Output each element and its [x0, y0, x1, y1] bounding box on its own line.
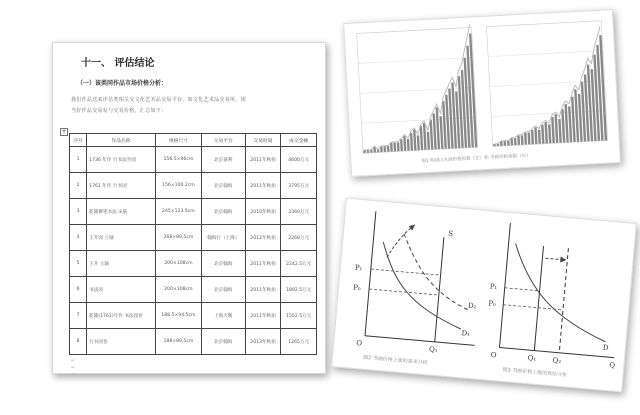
- table-cell: 3795万元: [281, 173, 317, 199]
- table-cell: 7: [70, 303, 87, 329]
- chart-gridline: [488, 51, 603, 57]
- paragraph-marks: ↵ ↵ ↵: [71, 358, 76, 378]
- chart-bar: [413, 130, 416, 151]
- label-q1: Q₁: [428, 345, 438, 355]
- chart-bar: [504, 141, 507, 146]
- chart-bar: [561, 109, 565, 143]
- chart-bar: [363, 150, 366, 153]
- right-p1-guide: [505, 288, 540, 291]
- chart-bar: [558, 119, 562, 143]
- chart-bar: [377, 149, 380, 152]
- price-index-charts: [344, 10, 620, 176]
- table-cell: 1552.5万元: [281, 303, 317, 329]
- table-cell: 2: [70, 173, 87, 199]
- right-label-p0: P₀: [487, 299, 497, 309]
- table-row: [70, 303, 317, 329]
- table-header-row: [70, 134, 317, 147]
- chart-bar: [551, 117, 555, 143]
- table-cell: 8: [70, 329, 87, 355]
- label-o-left: O: [355, 339, 363, 348]
- price-table: [69, 133, 317, 355]
- table-row: [70, 329, 317, 355]
- table-cell: 2268万元: [281, 225, 317, 251]
- right-caption: 图3 书画价格上涨的供给分析: [502, 366, 568, 379]
- table-cell: 2012年秋拍: [245, 225, 281, 251]
- table-cell: 王升园 立轴: [87, 225, 156, 251]
- right-label-q: Q: [609, 361, 616, 370]
- chart-bar: [541, 125, 544, 144]
- chart-bar: [528, 133, 531, 145]
- table-cell: 2242.5万元: [281, 251, 317, 277]
- table-cell: 1892.5万元: [281, 277, 317, 303]
- table-cell: 200×108cm: [155, 277, 201, 303]
- chart-card: [343, 9, 621, 177]
- right-label-p1: P₁: [489, 282, 498, 292]
- chart-bar: [507, 141, 510, 146]
- table-cell: 北京翰海: [201, 251, 245, 277]
- chart-bar: [410, 133, 413, 151]
- table-cell: 2011年秋拍: [245, 147, 281, 173]
- chart-gridline: [491, 111, 606, 117]
- section-title: 十一、 评估结论: [81, 58, 155, 69]
- diagram-card: [331, 198, 637, 393]
- table-cell: 乾隆(1761)年作 书法园卷: [87, 303, 156, 329]
- chart-gridline: [358, 57, 473, 63]
- chart-bar: [531, 130, 534, 145]
- chart-bar: [521, 135, 524, 145]
- left-supply-line: [435, 237, 444, 342]
- header-cell: 交易时间: [245, 134, 281, 147]
- chart-bar: [568, 106, 572, 142]
- table-cell: 乾隆御笔书法 宋陆: [87, 199, 156, 225]
- table-cell: 翰海行（上海）: [201, 225, 245, 251]
- chart-bar: [524, 133, 527, 145]
- table-row: [70, 225, 317, 251]
- chart-bar: [544, 122, 548, 144]
- chart-bar: [383, 146, 386, 152]
- supply-demand-diagram: [332, 199, 636, 392]
- table-cell: 268×89.5cm: [155, 225, 201, 251]
- table-cell: 1265万元: [281, 329, 317, 355]
- table-cell: 3360万元: [281, 199, 317, 225]
- table-cell: 1: [70, 147, 87, 173]
- label-s: S: [447, 229, 454, 239]
- chart-bar: [407, 139, 410, 151]
- p0-guide: [369, 289, 439, 295]
- table-cell: 200×108cm: [155, 251, 201, 277]
- chart-bar: [514, 138, 517, 145]
- table-cell: 4: [70, 225, 87, 251]
- header-cell: 序号: [70, 134, 87, 147]
- table-cell: 北京翰海: [201, 199, 245, 225]
- chart-bar: [393, 143, 396, 152]
- table-cell: 2010年秋拍: [245, 199, 281, 225]
- chart-bar: [564, 104, 568, 142]
- table-cell: 北京嘉利: [201, 147, 245, 173]
- table-cell: 行书园卷: [87, 329, 156, 355]
- chart-bar: [387, 146, 390, 152]
- table-cell: 2013年秋拍: [245, 329, 281, 355]
- left-demand-curve-d1: [376, 242, 468, 329]
- table-cell: 156×100.2cm: [155, 173, 201, 199]
- table-cell: 1761 年作 行书园: [87, 173, 156, 199]
- section-subtitle: （一）该类同作品市场价格分析：: [77, 80, 168, 87]
- header-cell: 交易平台: [201, 134, 245, 147]
- chart-gridline: [490, 81, 605, 87]
- chart-bar: [433, 113, 437, 149]
- left-x-axis: [365, 336, 475, 346]
- chart-bar: [420, 126, 424, 150]
- table-row: [70, 251, 317, 277]
- table-cell: 1736 年作 行书法至园: [87, 147, 156, 173]
- chart-bar: [367, 150, 370, 153]
- table-cell: 156.5×96cm: [155, 147, 201, 173]
- chart-bar: [554, 114, 558, 143]
- table-cell: 2011年秋拍: [245, 173, 281, 199]
- document-page: [52, 42, 326, 378]
- table-cell: 北京翰海: [201, 277, 245, 303]
- table-row: [70, 173, 317, 199]
- table-cell: 北京翰海: [201, 173, 245, 199]
- chart-bar: [403, 136, 406, 151]
- table-cell: 2011年秋拍: [245, 303, 281, 329]
- right-label-q1: Q₁: [527, 354, 537, 363]
- right-arrow-head-icon: [560, 257, 567, 264]
- chart-bar: [517, 135, 520, 145]
- table-cell: 5: [70, 251, 87, 277]
- label-d2: D₂: [467, 301, 477, 311]
- p1-guide: [371, 269, 441, 275]
- label-d1: D₁: [461, 329, 471, 338]
- chart-bar: [534, 127, 537, 144]
- table-cell: 2011年秋拍: [245, 251, 281, 277]
- left-y-axis: [365, 211, 376, 336]
- chart-bar: [390, 143, 393, 152]
- right-label-q2: Q₂: [552, 356, 562, 365]
- chart-bar: [548, 124, 551, 143]
- label-p1: P₁: [354, 263, 363, 273]
- table-cell: 4600万元: [281, 147, 317, 173]
- table-cell: 王升 立轴: [87, 251, 156, 277]
- table-cell: 上海天衡: [201, 303, 245, 329]
- header-cell: 规格尺寸: [155, 134, 201, 147]
- header-cell: 成交金额: [281, 134, 317, 147]
- chart-bar: [370, 150, 373, 153]
- left-demand-curve-d2: [398, 234, 474, 310]
- table-cell: 188×89.5cm: [155, 329, 201, 355]
- right-supply-q2: [559, 248, 568, 353]
- chart-bar: [400, 139, 403, 151]
- table-cell: 北京翰海: [201, 329, 245, 355]
- table-move-handle-icon[interactable]: +: [61, 128, 67, 135]
- chart-bar: [510, 138, 513, 145]
- chart-bar: [397, 142, 400, 151]
- paragraph-line-1: 我们作品送来评估类相关交文化艺术品交易平台，如文化艺术品交易所，相: [71, 97, 246, 103]
- table-row: [70, 147, 317, 173]
- table-row: [70, 277, 317, 303]
- label-p0: P₀: [352, 283, 362, 293]
- table-cell: 188.5×94.5cm: [155, 303, 201, 329]
- right-y-axis: [499, 223, 510, 348]
- chart-caption: 图1 明清山水画价格指数（左）和 书画价格指数（右）: [421, 153, 531, 165]
- chart-bar: [427, 132, 430, 150]
- table-row: [70, 199, 317, 225]
- right-p0-guide: [503, 305, 563, 310]
- right-label-o: O: [490, 350, 497, 360]
- chart-bar: [417, 135, 420, 150]
- table-cell: 3: [70, 199, 87, 225]
- right-supply-q1: [534, 246, 543, 351]
- chart-bar: [538, 130, 541, 145]
- chart-bar: [439, 116, 443, 149]
- table-cell: 245×123.5cm: [155, 199, 201, 225]
- table-cell: 6: [70, 277, 87, 303]
- table-cell: 2011年秋拍: [245, 277, 281, 303]
- paragraph-line-2: 当好作品交易易与交易价格，汇总如下：: [71, 108, 167, 114]
- header-cell: 作品名称: [87, 134, 156, 147]
- table-cell: 书法园: [87, 277, 156, 303]
- chart-bar: [429, 120, 433, 150]
- left-caption: 图2 书画价格上涨的需求分析: [362, 354, 428, 367]
- right-label-d: D: [602, 343, 609, 353]
